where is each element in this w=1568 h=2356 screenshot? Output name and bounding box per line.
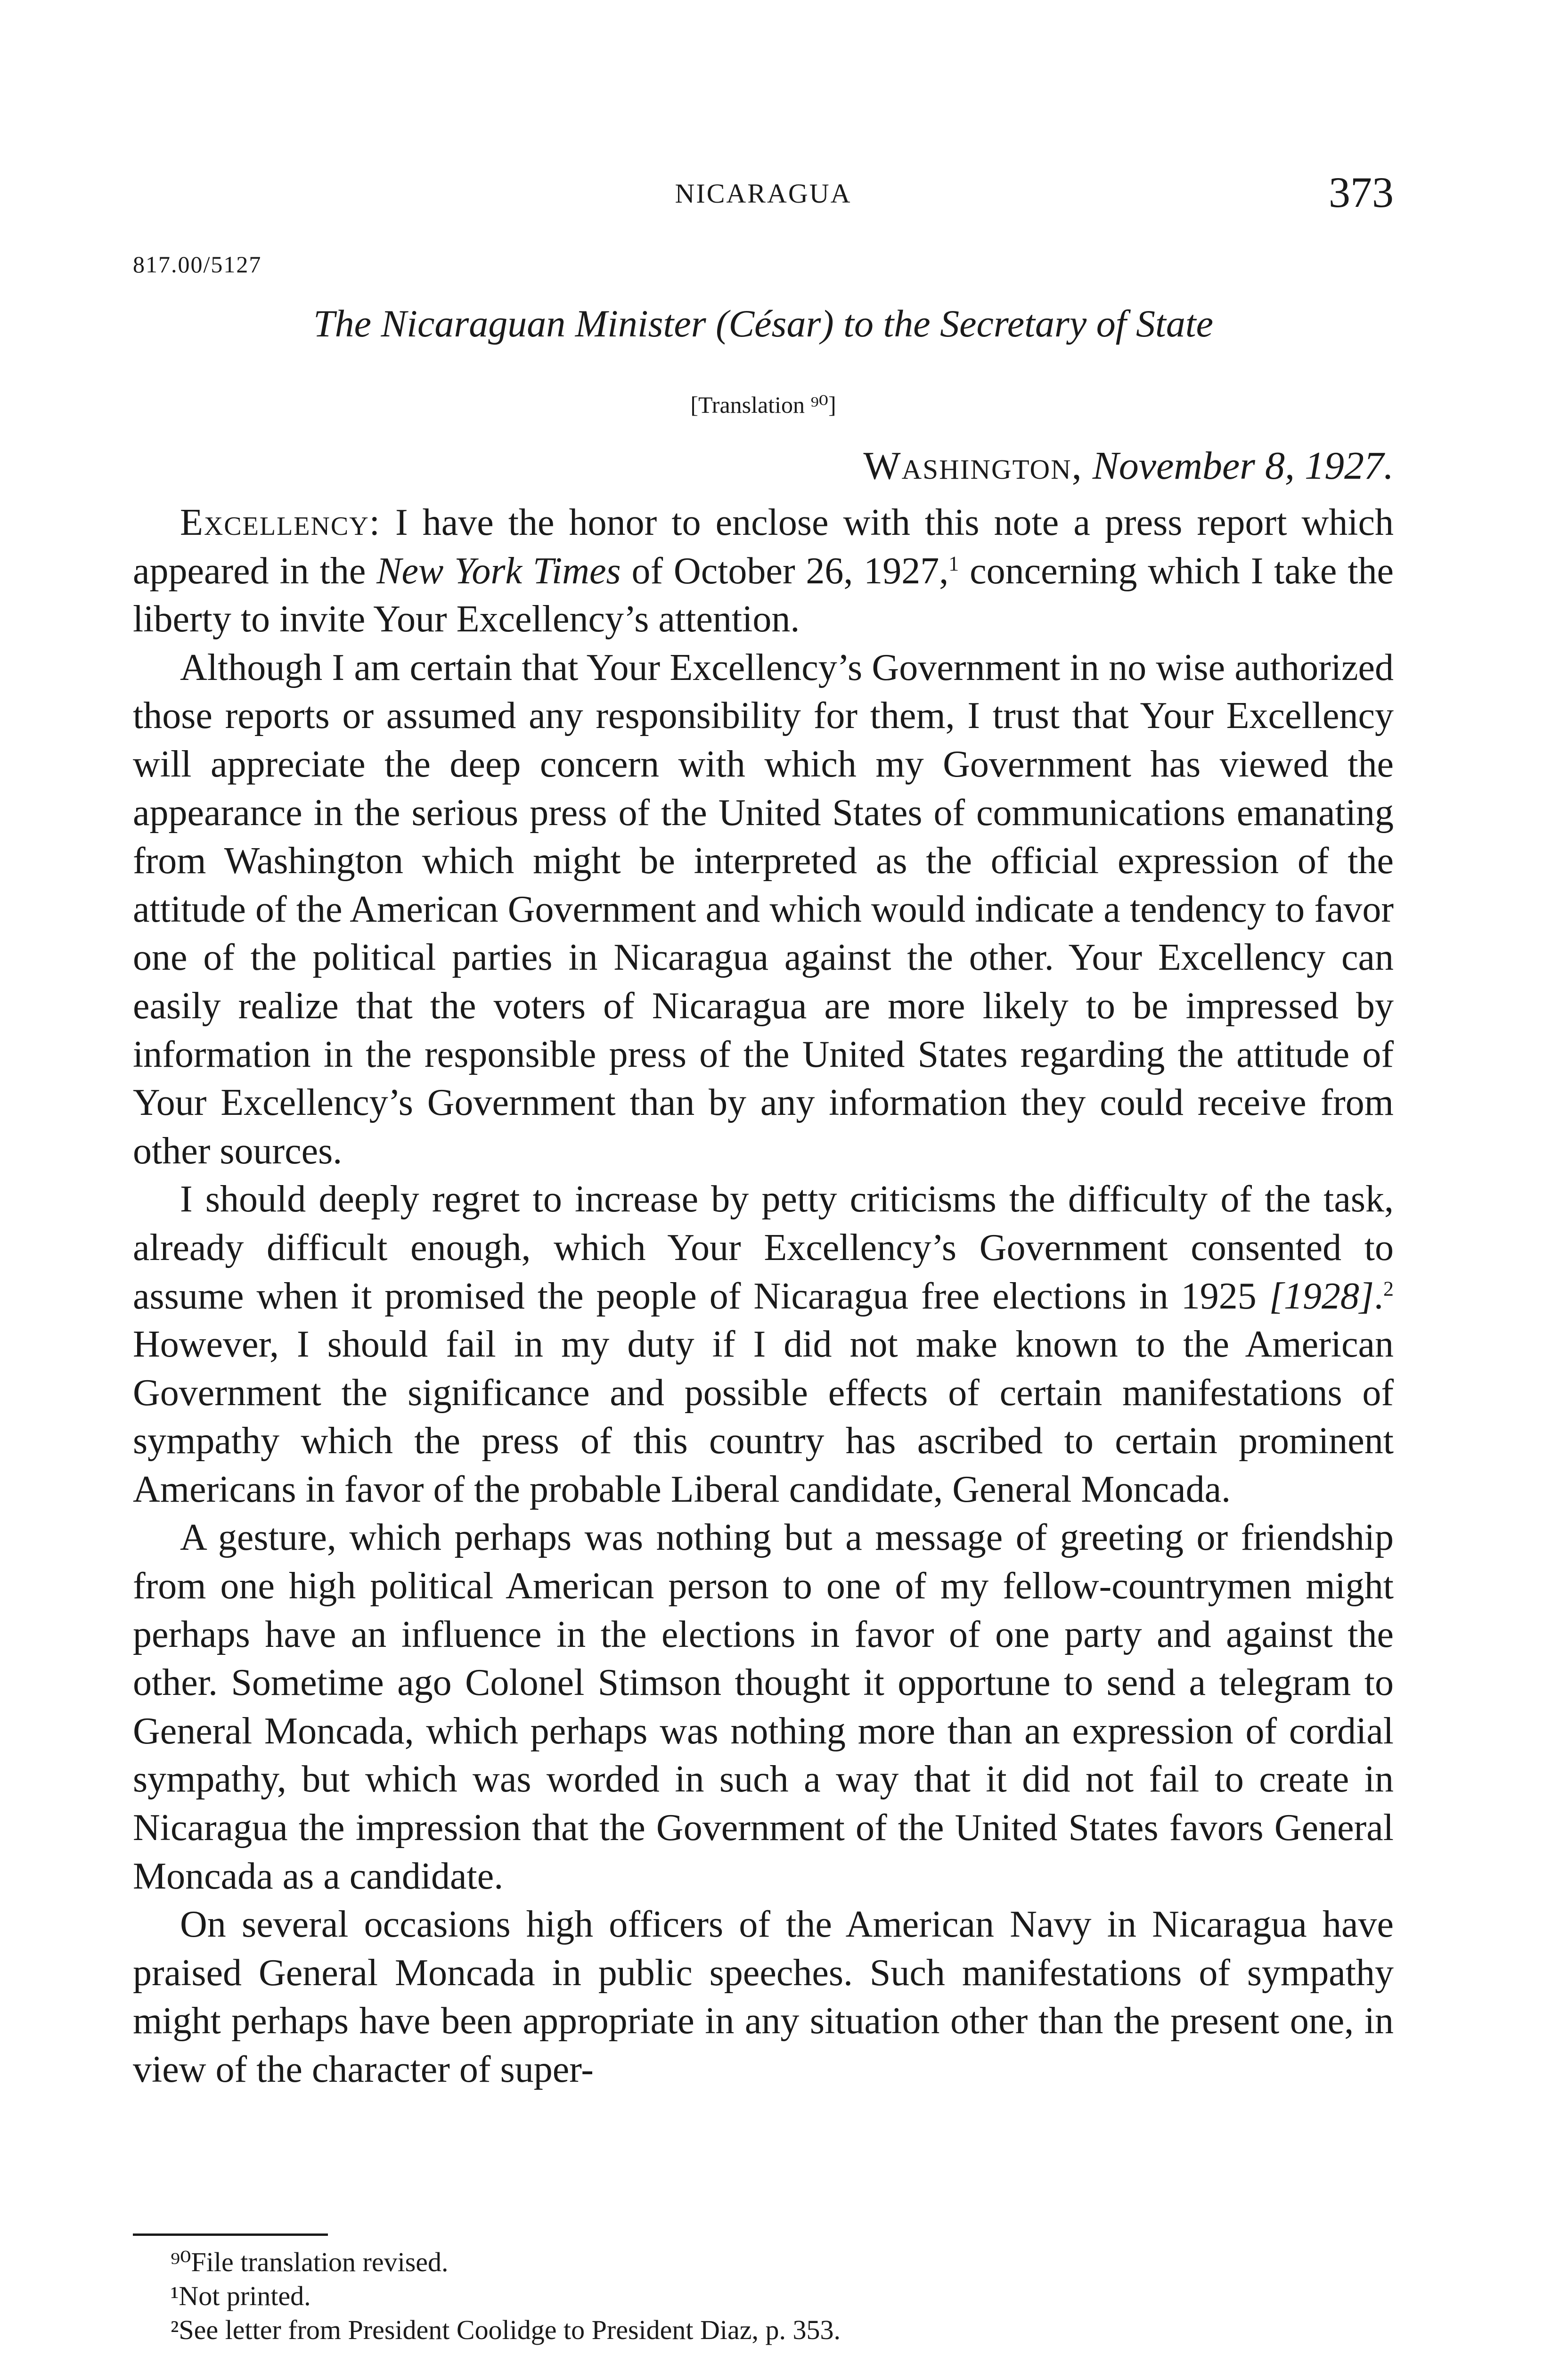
paragraph-4: A gesture, which perhaps was nothing but a message of greeting or friendship from one high political American person to one of my fellow-countrymen might perhaps have an influence in the elections in favor of one party and against the other. Sometime ago Colonel Stimson thought it opportune to send a telegram to General Moncada, which perhaps was nothing more than an expression of cordial sympathy, but which was worded in such a way that it did not fail to create in Nicaragua the impression that the Government of the United States favors General Moncada as a candidate.	[133, 1517, 1394, 1897]
document-page	[133, 0, 1394, 2356]
footnote-ref-2: 2	[1383, 1276, 1394, 1300]
year-correction: [1928]	[1269, 1275, 1374, 1317]
translation-note: [Translation ⁹⁰]	[690, 392, 836, 418]
footnote-mark: ¹	[171, 2281, 179, 2311]
paragraph-1-text-a: I have the honor to enclose with this note a press report which appeared in the	[133, 502, 1394, 592]
dateline	[863, 443, 1394, 489]
page-number: 373	[1329, 168, 1394, 216]
running-header	[133, 167, 1394, 219]
salutation: Excellency:	[180, 502, 381, 543]
paragraph-3-text-b: However, I should fail in my duty if I did not make known to the American Government the significance and possible effects of certain manifestations of sympathy which the press of this country has ascribed to certain prominent Americans in favor of the probable Liberal candidate, General Moncada.	[133, 1324, 1394, 1510]
footnote-text: Not printed.	[179, 2281, 311, 2311]
footnote-90	[133, 2245, 1394, 2279]
letter-body	[133, 499, 1394, 2094]
footnotes	[133, 2245, 1394, 2347]
footnote-text: See letter from President Coolidge to President Diaz, p. 353.	[179, 2315, 841, 2345]
footnote-mark: ⁹⁰	[171, 2247, 191, 2277]
dateline-date: November 8, 1927.	[1092, 444, 1394, 488]
footnote-1	[133, 2279, 1394, 2313]
footnote-text: File translation revised.	[191, 2247, 449, 2277]
file-number: 817.00/5127	[133, 251, 262, 278]
footnote-mark: ²	[171, 2315, 179, 2345]
paragraph-5: On several occasions high officers of the American Navy in Nicaragua have praised General Moncada in public speeches. Such manifestations of sympathy might perhaps have been appropriate in any situation other than the present one, in view of the character of super-	[133, 1904, 1394, 2090]
paragraph-3-text-a: I should deeply regret to increase by petty criticisms the difficulty of the task, already difficult enough, which Your Excellency’s Government consented to assume when it promised the people of Nicaragua free elections in 1925	[133, 1178, 1394, 1317]
running-title: NICARAGUA	[675, 178, 852, 209]
paragraph-3: I should deeply regret to increase by petty criticisms the difficulty of the task, already difficult enough, which Your Excellency’s Government consented to assume when it promised the people of Nicaragua free elections in 1925 [1928].$^2$ However, I should fail in my duty if I did not make known to the American Government the significance and possible effects of certain manifestations of sympathy which the press of this country has ascribed to certain prominent Americans in favor of the probable Liberal candidate, General Moncada.	[133, 1178, 1394, 1510]
paragraph-1	[133, 499, 1394, 644]
newspaper-name: New York Times	[376, 550, 621, 592]
paragraph-1-text-b: of October 26, 1927,	[631, 550, 949, 592]
footnote-divider	[133, 2233, 328, 2236]
document-title: The Nicaraguan Minister (César) to the Secretary of State	[313, 302, 1214, 345]
footnote-ref-1: 1	[948, 551, 959, 575]
dateline-place: Washington,	[863, 444, 1083, 488]
paragraph-1-text-c: concerning which I take the liberty to invite Your Excellency’s attention.	[133, 550, 1394, 640]
footnote-2	[133, 2313, 1394, 2347]
paragraph-2: Although I am certain that Your Excellency’s Government in no wise authorized those reports or assumed any responsibility for them, I trust that Your Excellency will appreciate the deep concern with which my Government has viewed the appearance in the serious press of the United States of communications emanating from Washington which might be interpreted as the official expression of the attitude of the American Government and which would indicate a tendency to favor one of the political parties in Nicaragua against the other. Your Excellency can easily realize that the voters of Nicaragua are more likely to be impressed by information in the responsible press of the United States regarding the attitude of Your Excellency’s Government than by any information they could receive from other sources.	[133, 646, 1394, 1172]
